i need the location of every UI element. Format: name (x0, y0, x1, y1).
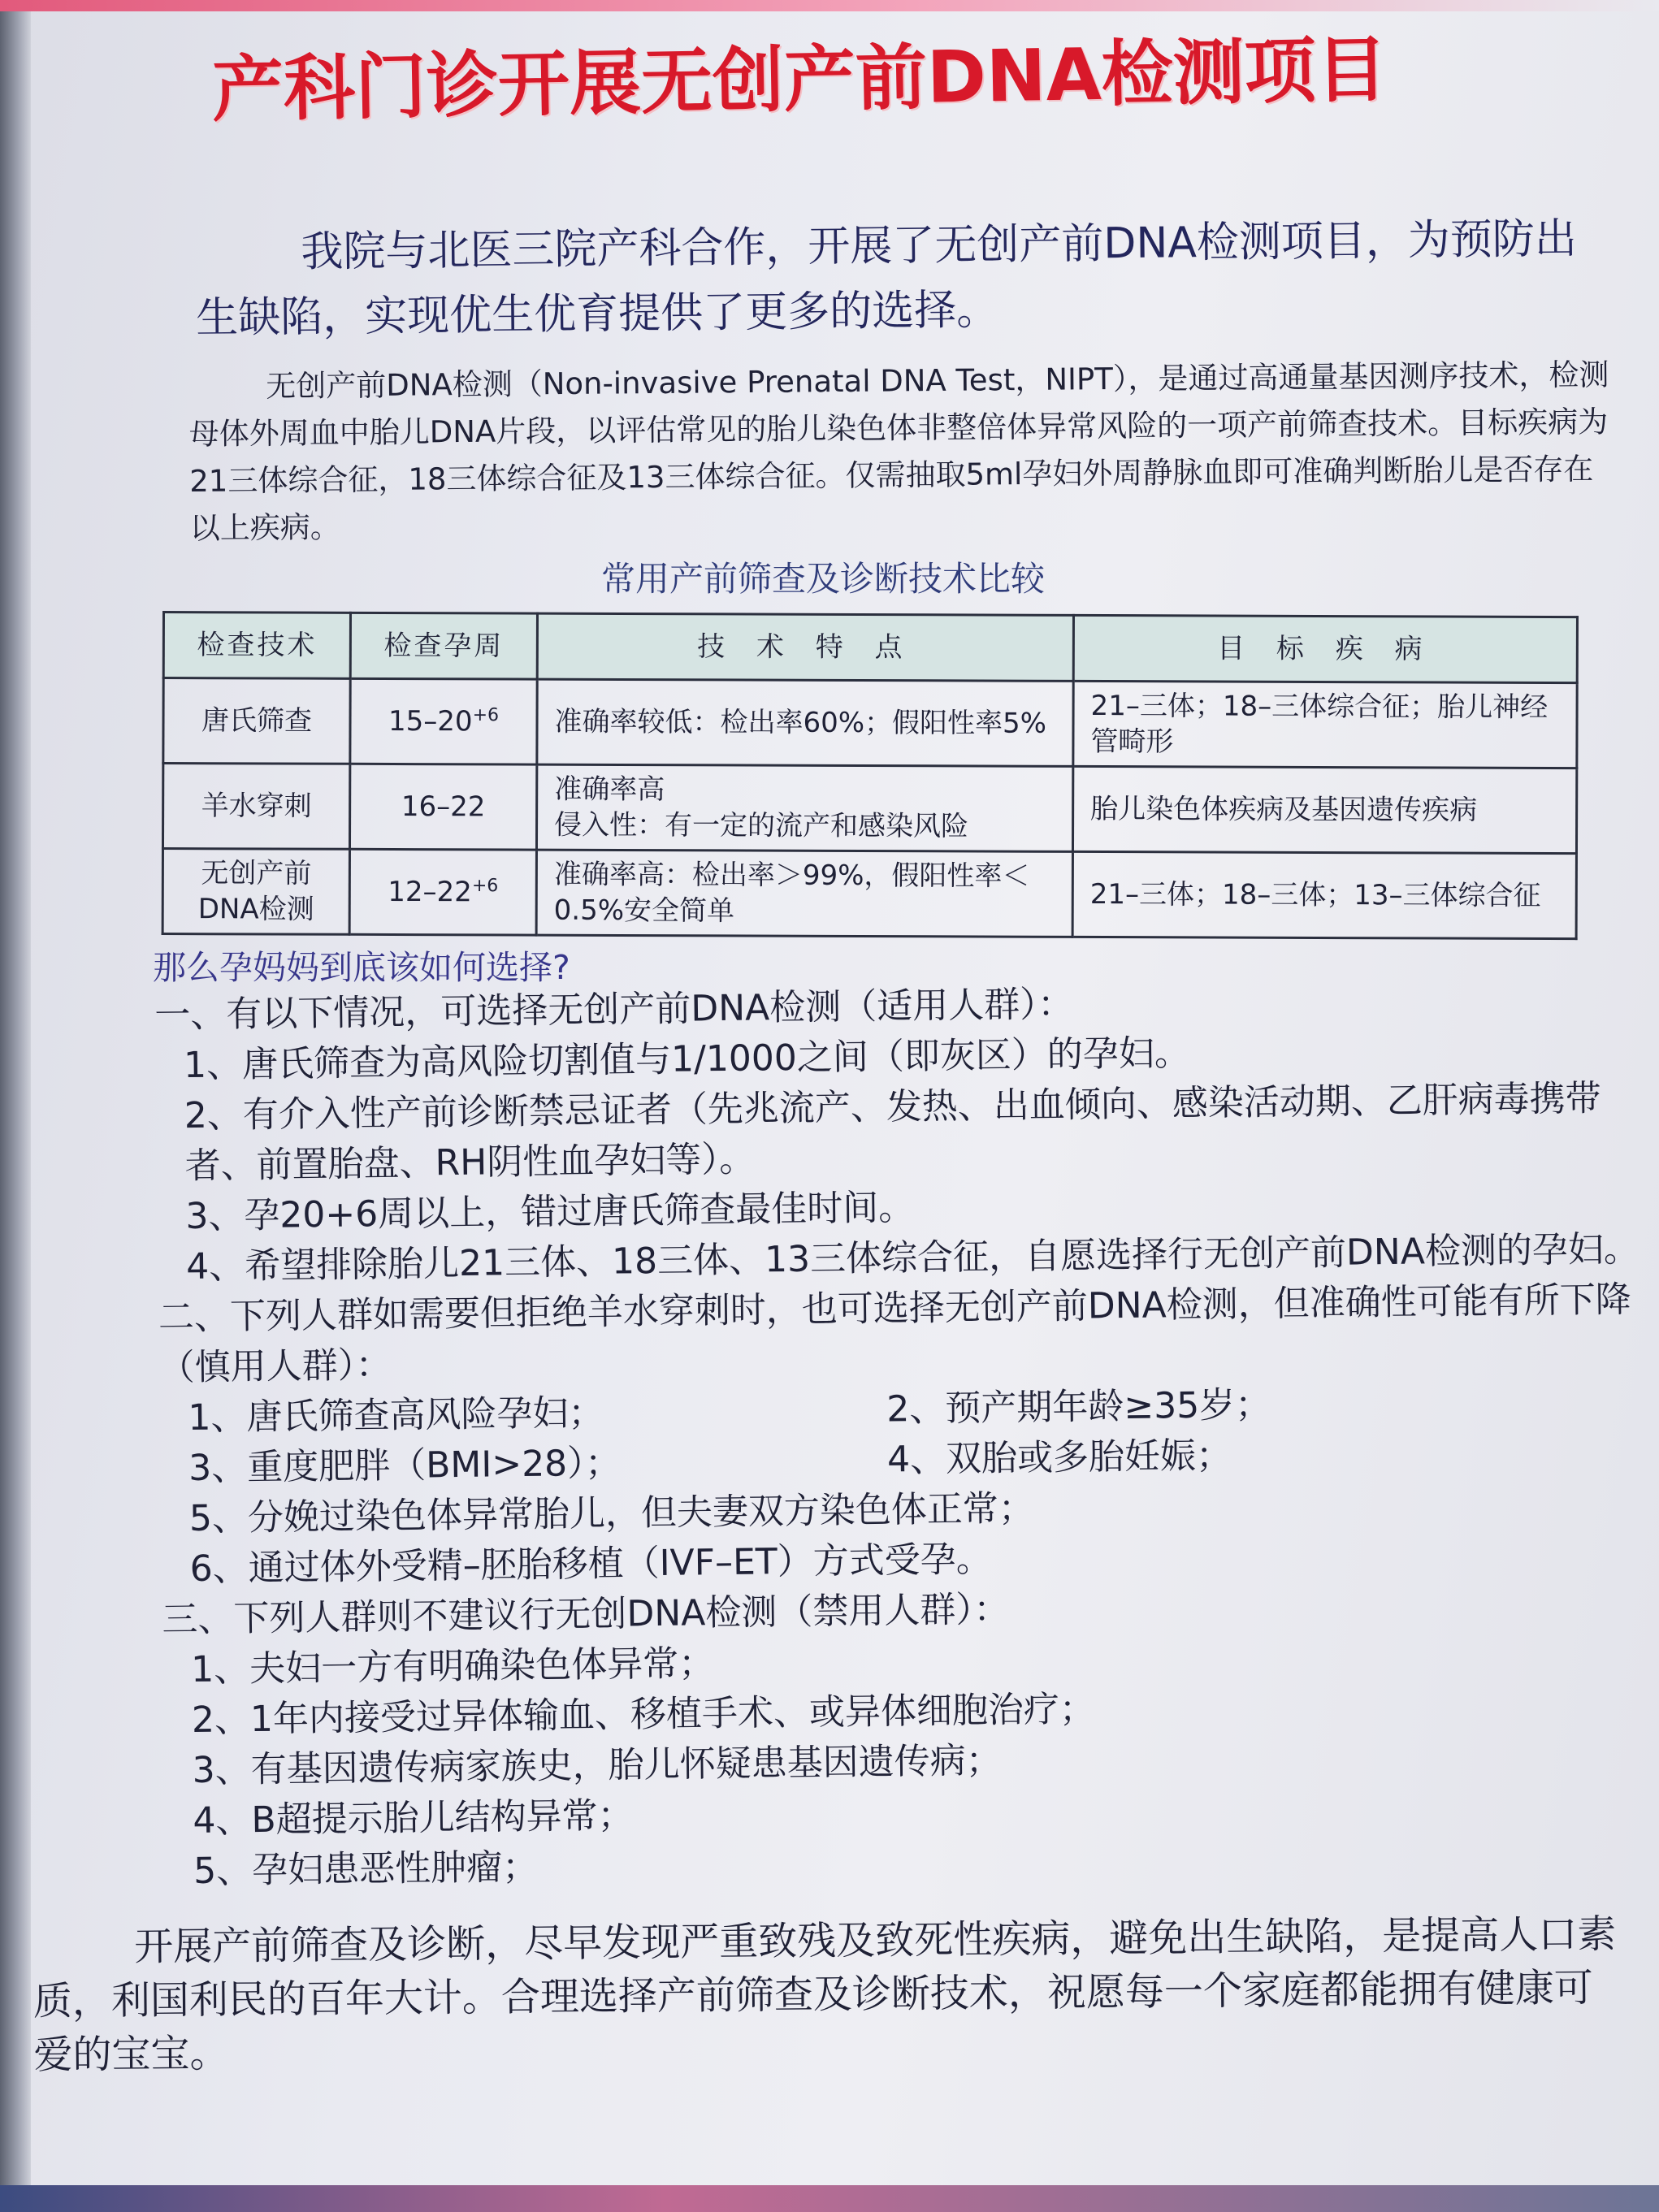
poster-top-edge (0, 0, 1659, 11)
list-item: 2、预产期年龄≥35岁； (886, 1383, 1271, 1431)
list-item: 2、1年内接受过异体输血、移植手术、或异体细胞治疗； (191, 1688, 1096, 1742)
comparison-table (162, 611, 1579, 940)
cell-targets: 胎儿染色体疾病及基因遗传疾病 (1072, 766, 1576, 853)
table-header-row (163, 613, 1577, 683)
table-row (163, 678, 1577, 768)
weeks-value: 16–22 (401, 790, 486, 824)
cell-weeks (349, 849, 536, 935)
list-item: 3、孕20+6周以上，错过唐氏筛查最佳时间。 (185, 1187, 915, 1238)
list-item: 4、双胎或多胎妊娠； (886, 1435, 1232, 1481)
nipt-description: 无创产前DNA检测（Non-invasive Prenatal DNA Test，NIPT），是通过高通量基因测序技术，检测母体外周血中胎儿DNA片段，以评估常见的胎儿染色体非整倍体异常风险的一项产前筛查技术。目标疾病为21三体综合征，18三体综合征及13三体综合征。仅需抽取5ml孕妇外周静脉血即可准确判断胎儿是否存在以上疾病。 (188, 357, 1609, 546)
header-weeks: 检查孕周 (350, 613, 537, 679)
poster-title: 产科门诊开展无创产前DNA检测项目 (211, 27, 1388, 132)
table-title: 常用产前筛查及诊断技术比较 (601, 559, 1046, 599)
list-item: 5、分娩过染色体异常胎儿，但夫妻双方染色体正常； (188, 1487, 1035, 1540)
list-item: 6、通过体外受精–胚胎移植（IVF–ET）方式受孕。 (189, 1538, 992, 1591)
table-row (162, 764, 1576, 854)
method-line: DNA检测 (197, 893, 314, 926)
feature-line: 准确率高 (554, 773, 665, 807)
cell-method: 羊水穿刺 (162, 764, 349, 850)
table-row (162, 849, 1576, 939)
cell-weeks (350, 678, 537, 764)
list-item: 5、孕妇患恶性肿瘤； (193, 1846, 539, 1893)
cell-features (536, 764, 1072, 851)
cell-targets: 21–三体；18–三体综合征；胎儿神经管畸形 (1073, 681, 1577, 768)
method-line: 无创产前 (201, 857, 312, 890)
cell-features: 准确率较低：检出率60%；假阳性率5% (537, 679, 1073, 766)
list-item: 4、希望排除胎儿21三体、18三体、13三体综合征，自愿选择行无创产前DNA检测的孕妇。 (185, 1228, 1640, 1288)
poster-left-edge (0, 0, 31, 2212)
cell-method (162, 849, 349, 935)
feature-line: 侵入性：有一定的流产和感染风险 (554, 808, 969, 843)
list-item: 1、唐氏筛查高风险孕妇； (188, 1392, 604, 1439)
intro-paragraph: 我院与北医三院产科合作，开展了无创产前DNA检测项目，为预防出生缺陷，实现优生优育提供了更多的选择。 (195, 214, 1578, 343)
list-item: 3、有基因遗传病家族史，胎儿怀疑患基因遗传病； (192, 1739, 1002, 1792)
cell-features: 准确率高：检出率＞99%，假阳性率＜0.5%安全简单 (536, 850, 1072, 937)
weeks-sup: +6 (471, 876, 499, 897)
list-item: 1、夫妇一方有明确染色体异常； (190, 1643, 715, 1691)
weeks-value: 15–20 (388, 704, 473, 738)
list-item: 2、有介入性产前诊断禁忌证者（先兆流产、发热、出血倾向、感染活动期、乙肝病毒携带者、前置胎盘、RH阴性血孕妇等）。 (184, 1077, 1602, 1188)
section-heading-suitable: 一、有以下情况，可选择无创产前DNA检测（适用人群）： (154, 983, 1074, 1037)
cell-weeks (349, 764, 536, 850)
list-item: 1、唐氏筛查为高风险切割值与1/1000之间（即灰区）的孕妇。 (183, 1032, 1191, 1087)
section-heading-cautious: 二、下列人群如需要但拒绝羊水穿刺时，也可选择无创产前DNA检测，但准确性可能有所下降（慎用人群）： (158, 1279, 1631, 1389)
weeks-sup: +6 (472, 705, 500, 726)
list-item: 3、重度肥胖（BMI>28）； (188, 1442, 622, 1490)
cell-targets: 21–三体；18–三体；13–三体综合征 (1072, 851, 1576, 938)
poster-bottom-edge (0, 2185, 1659, 2212)
header-method: 检查技术 (163, 613, 350, 679)
section-heading-contraindicated: 三、下列人群则不建议行无创DNA检测（禁用人群）： (162, 1588, 1010, 1641)
header-features: 技 术 特 点 (537, 613, 1073, 681)
guidance-sections (122, 972, 1640, 1898)
weeks-value: 12–22 (388, 875, 472, 909)
cell-method: 唐氏筛查 (163, 678, 350, 764)
question-heading: 那么孕妈妈到底该如何选择? (153, 948, 570, 987)
header-targets: 目 标 疾 病 (1073, 615, 1577, 682)
list-item: 4、B超提示胎儿结构异常； (193, 1794, 634, 1842)
closing-paragraph: 开展产前筛查及诊断，尽早发现严重致残及致死性疾病，避免出生缺陷，是提高人口素质，利国利民的百年大计。合理选择产前筛查及诊断技术，祝愿每一个家庭都能拥有健康可爱的宝宝。 (32, 1911, 1617, 2078)
